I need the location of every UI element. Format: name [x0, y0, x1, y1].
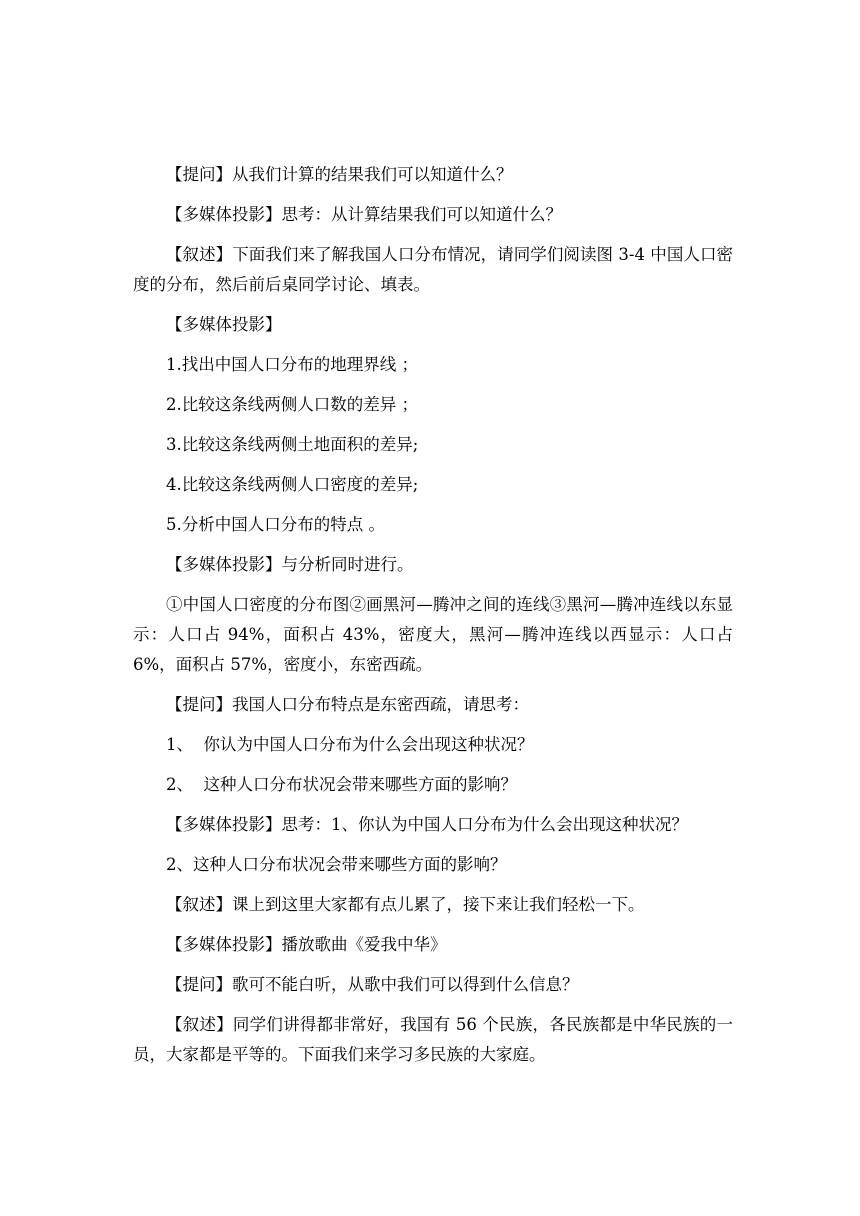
paragraph-projection-3: 【多媒体投影】与分析同时进行。 — [166, 555, 414, 574]
paragraph-question-2: 【提问】我国人口分布特点是东密西疏，请思考： — [166, 695, 529, 714]
question-item-2: 2、 这种人口分布状况会带来哪些方面的影响？ — [166, 775, 517, 794]
paragraph-projection-5: 【多媒体投影】播放歌曲《爱我中华》 — [166, 935, 447, 954]
paragraph-density-summary: ①中国人口密度的分布图②画黑河—腾冲之间的连线③黑河—腾冲连线以东显示：人口占 94%，面积占 43%，密度大，黑河—腾冲连线以西显示：人口占 6%，面积占 57%，密度小，东密西疏。 — [133, 595, 739, 674]
list-item-5: 5.分析中国人口分布的特点 。 — [166, 515, 385, 534]
paragraph-projection-4: 【多媒体投影】思考：1、你认为中国人口分布为什么会出现这种状况？ — [166, 815, 688, 834]
question-item-1: 1、 你认为中国人口分布为什么会出现这种状况？ — [166, 735, 534, 754]
paragraph-question-1: 【提问】从我们计算的结果我们可以知道什么？ — [166, 165, 513, 184]
list-item-2: 2.比较这条线两侧人口数的差异 ； — [166, 395, 418, 414]
paragraph-narration-2: 【叙述】课上到这里大家都有点儿累了，接下来让我们轻松一下。 — [166, 895, 645, 914]
list-item-4: 4.比较这条线两侧人口密度的差异; — [166, 475, 419, 494]
list-item-3: 3.比较这条线两侧土地面积的差异; — [166, 435, 419, 454]
paragraph-question-3: 【提问】歌可不能白听，从歌中我们可以得到什么信息？ — [166, 975, 579, 994]
paragraph-narration-1: 【叙述】下面我们来了解我国人口分布情况，请同学们阅读图 3-4 中国人口密度的分布，然后前后桌同学讨论、填表。 — [133, 245, 733, 294]
paragraph-projection-1: 【多媒体投影】思考：从计算结果我们可以知道什么？ — [166, 205, 562, 224]
paragraph-projection-4-cont: 2、这种人口分布状况会带来哪些方面的影响？ — [166, 855, 507, 874]
paragraph-projection-2: 【多媒体投影】 — [166, 315, 282, 334]
document-body — [133, 160, 739, 1080]
paragraph-narration-3: 【叙述】同学们讲得都非常好，我国有 56 个民族，各民族都是中华民族的一员，大家都是平等的。下面我们来学习多民族的大家庭。 — [133, 1015, 733, 1064]
list-item-1: 1.找出中国人口分布的地理界线 ； — [166, 355, 418, 374]
